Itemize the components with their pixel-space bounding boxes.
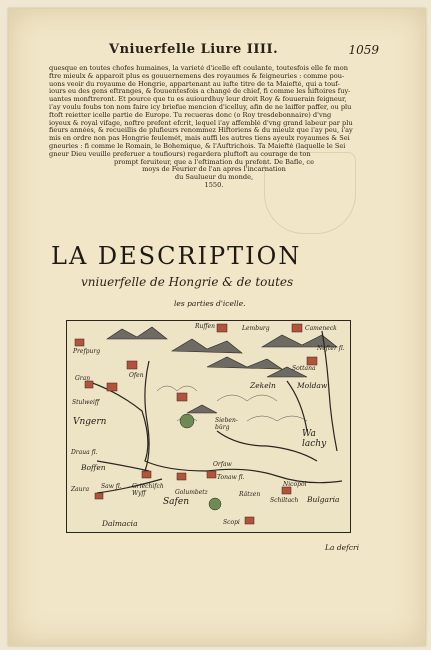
text-line: ftre mieulx & apparoit plus es gouuernemens des royaumes & feigneuries : comme pou-	[49, 72, 345, 80]
town-icon	[107, 383, 117, 391]
town-icon	[245, 517, 254, 524]
book-page	[8, 8, 426, 646]
map-label: Moldaw	[297, 381, 328, 390]
text-line: quesque en toutes chofes humaines, la varieté d'icelle eft coulante, toutesfois elle fe mon	[49, 65, 349, 72]
section-subtitle-2: les parties d'icelle.	[174, 299, 246, 308]
text-line: i'ay voulu foubs ton nom faire icy briefue mencion d'icelluy, afin de ne laiffer paffer, ou plu	[49, 103, 352, 111]
catchword: La defcri	[325, 543, 360, 552]
town-icon	[95, 493, 103, 499]
map-label: Ofen	[129, 372, 144, 379]
mountain-range	[207, 357, 282, 369]
mountain-range	[107, 327, 167, 339]
map-label: Sieben- bürg	[215, 417, 238, 431]
text-line-centered: 1550.	[204, 181, 224, 189]
text-line: gneuries : fi comme le Romain, le Bohemique, & l'Auftrichois. Ta Maiefté (laquelle le Sei	[49, 142, 346, 150]
map-label: Safen	[163, 497, 189, 507]
text-line: mis en ordre non pas Hongrie feulemét, mais auffi les autres tiens ayeulx royaumes & Sei	[49, 135, 350, 143]
forest-patch	[180, 414, 194, 428]
town-icon	[85, 381, 93, 388]
map-label: Scopi	[223, 519, 240, 526]
town-icon	[282, 487, 291, 494]
map-label: Saw fl.	[101, 483, 122, 490]
map-label: Tonaw fl.	[217, 474, 245, 481]
mountain-range	[187, 405, 217, 413]
text-line: ftoft reietter icelle partie de Europe. Tu recueras donc (o Roy tresdebonnaire) d'vng	[49, 111, 332, 119]
map-label: Gran	[75, 375, 91, 382]
body-text	[49, 65, 379, 190]
map-label: Ruffen	[195, 323, 216, 330]
town-icon	[75, 339, 84, 346]
map-label: Orfaw	[213, 461, 232, 468]
map-label: Sottana	[292, 365, 316, 372]
folio-number: 1059	[348, 43, 379, 57]
town-icon	[142, 471, 151, 478]
map-label: Griechifch Wyff	[132, 483, 164, 497]
map-label: Lemburg	[242, 325, 270, 332]
text-line: uantes monftreront. Et pource que tu es auiourdhuy leur droit Roy & fouuerain feigneur,	[49, 96, 347, 104]
text-line: ioyeux & royal vifage, noftre prefent efcrit, lequel i'ay affemblé d'vng grand labeur par plu	[49, 119, 353, 127]
section-title: LA DESCRIPTION	[51, 242, 302, 270]
town-icon	[292, 324, 302, 332]
map-label: Schiltach	[270, 497, 299, 504]
text-line: gneur Dieu veuille preferuer a toufiours) regardera pluftoft au courage de ton	[49, 150, 311, 158]
text-line-centered: prompt feruiteur, que a l'eftimation du prefent. De Bafle, ce	[113, 158, 315, 166]
map-label: Nicopol	[283, 481, 307, 488]
text-line-centered: du Saulueur du monde,	[174, 174, 254, 182]
text-line-centered: moys de Feurier de l'an apres l'incarnation	[142, 166, 286, 174]
map-label: Vngern	[73, 417, 107, 427]
town-icon	[127, 361, 137, 369]
text-line: iours eu des gens eftranges, & fouuentesfois a changé de chief, fi comme les hiftoires fuy-	[49, 88, 351, 96]
mountain-range	[172, 339, 242, 353]
text-line: fieurs années, & recueillis de plufieurs renommez Hiftoriens & du mieulz que i'ay peu, i'ay	[49, 127, 353, 135]
section-subtitle: vniuerfelle de Hongrie & de toutes	[81, 275, 294, 289]
running-head: Vniuerfelle Liure IIII.	[109, 42, 279, 57]
map-label: Wa lachy	[302, 429, 327, 449]
map-label: Bulgaria	[307, 495, 340, 504]
town-icon	[307, 357, 317, 365]
map-label: Nefter fl.	[317, 345, 345, 352]
woodcut-map	[66, 320, 351, 533]
map-label: Boffen	[81, 463, 106, 472]
map-label: Golumbetz	[175, 489, 208, 496]
map-label: Stulweiff	[72, 399, 100, 406]
town-icon	[177, 393, 187, 401]
map-label: Zaura	[71, 486, 90, 493]
map-label: Draua fl.	[71, 449, 98, 456]
map-label: Dalmacia	[102, 519, 138, 528]
map-label: Zekeln	[250, 381, 276, 390]
map-label: Rätzen	[239, 491, 261, 498]
map-label: Prefpurg	[73, 348, 101, 355]
town-icon	[177, 473, 186, 480]
text-line: uons veoir du royaume de Hongrie, appartenant au iufte titre de ta Maiefté, qui a touf-	[49, 80, 340, 88]
town-icon	[207, 471, 216, 478]
map-label: Cameneck	[305, 325, 337, 332]
forest-patch	[209, 498, 221, 510]
page-header	[109, 42, 379, 62]
town-icon	[217, 324, 227, 332]
